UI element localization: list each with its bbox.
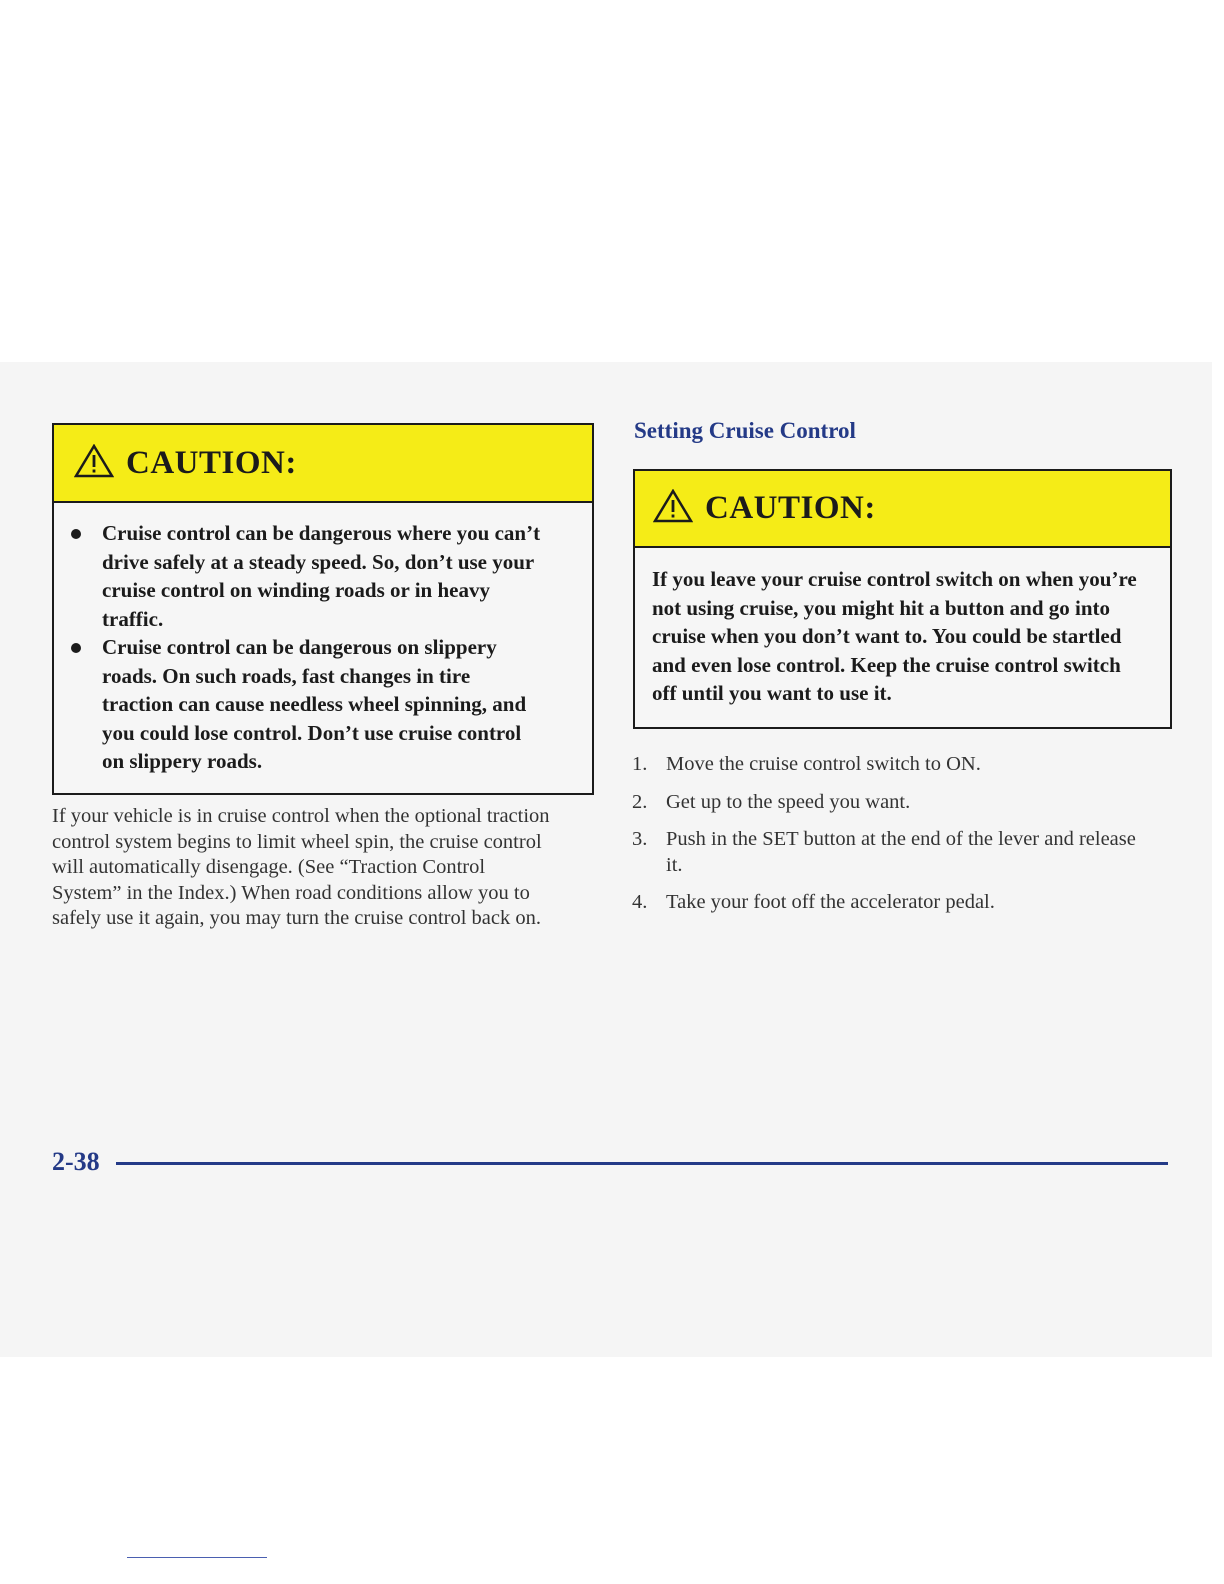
caution-header-right xyxy=(635,471,1170,548)
caution-bullet-item xyxy=(54,633,542,776)
caution-header-left xyxy=(54,425,592,503)
caution-title: CAUTION: xyxy=(705,490,876,526)
step-item xyxy=(632,752,1152,778)
caution-bullet-text: Cruise control can be dangerous where you can’t drive safely at a steady speed. So, don’t use your cruise control on winding roads or in heavy traffic. xyxy=(102,521,541,631)
bottom-divider xyxy=(127,1557,267,1558)
step-number: 4. xyxy=(632,891,648,913)
bullet-dot-icon xyxy=(71,529,81,539)
caution-bullet-text: Cruise control can be dangerous on slippery roads. On such roads, fast changes in tire traction can cause needless wheel spinning, and you could lose control. Don’t use cruise control on slippery roads. xyxy=(102,635,527,773)
traction-control-paragraph: If your vehicle is in cruise control when the optional traction control system begins to limit wheel spin, the cruise control will automatically disengage. (See “Traction Control System” in the Index.) When road conditions allow you to safely use it again, you may turn the cruise control back on. xyxy=(52,805,550,929)
step-item xyxy=(632,890,1152,916)
step-text: Take your foot off the accelerator pedal. xyxy=(666,891,995,913)
caution-box-left xyxy=(52,423,594,795)
step-number: 1. xyxy=(632,753,648,775)
section-heading: Setting Cruise Control xyxy=(634,418,856,443)
step-number: 2. xyxy=(632,790,648,813)
step-text: Push in the SET button at the end of the lever and release it. xyxy=(666,828,1136,876)
footer-rule xyxy=(116,1162,1168,1165)
caution-body-right: If you leave your cruise control switch on when you’re not using cruise, you might hit a button and go into cruise when you don’t want to. You could be startled and even lose control. Keep the cruise control switch off until you want to use it. xyxy=(652,567,1137,705)
step-item xyxy=(632,827,1152,878)
caution-title: CAUTION: xyxy=(126,444,297,481)
step-number: 3. xyxy=(632,828,648,850)
warning-triangle-icon xyxy=(74,444,114,483)
caution-body-left xyxy=(54,503,592,776)
steps-list xyxy=(632,752,1152,928)
caution-box-right xyxy=(633,469,1172,729)
caution-bullet-list xyxy=(54,519,542,776)
step-item xyxy=(632,790,1152,816)
step-text: Get up to the speed you want. xyxy=(666,790,911,813)
caution-bullet-item xyxy=(54,519,542,633)
step-text: Move the cruise control switch to ON. xyxy=(666,753,981,775)
warning-triangle-icon xyxy=(653,489,693,528)
page-number: 2-38 xyxy=(52,1147,100,1176)
bullet-dot-icon xyxy=(71,643,81,653)
